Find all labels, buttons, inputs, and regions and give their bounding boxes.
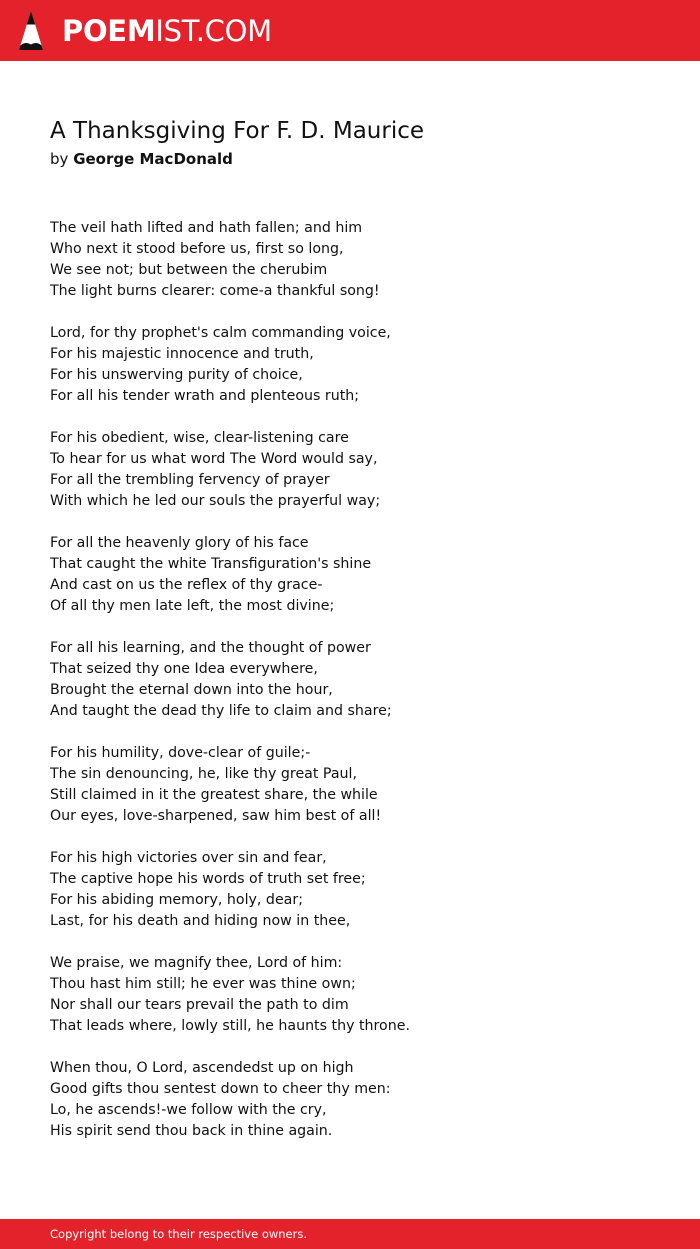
stanza: [50, 638, 670, 722]
pencil-tip-icon[interactable]: [18, 10, 44, 52]
by-label: by: [50, 150, 69, 168]
poem-byline: [50, 148, 233, 170]
site-logo[interactable]: [62, 13, 272, 49]
poem-line: Brought the eternal down into the hour,: [50, 682, 333, 698]
poem-line: Of all thy men late left, the most divine;: [50, 598, 335, 614]
stanza: [50, 848, 670, 932]
poem-line: The sin denouncing, he, like thy great Paul,: [50, 766, 357, 782]
poem-line: And taught the dead thy life to claim and share;: [50, 703, 392, 719]
stanza: [50, 428, 670, 512]
poem-line: For all his tender wrath and plenteous ruth;: [50, 388, 360, 404]
stanza: [50, 953, 670, 1037]
poem-title: A Thanksgiving For F. D. Maurice: [50, 118, 425, 144]
stanza: [50, 743, 670, 827]
poem-line: For all the trembling fervency of prayer: [50, 472, 330, 488]
poem-line: Who next it stood before us, first so long,: [50, 241, 344, 257]
poem-line: We praise, we magnify thee, Lord of him:: [50, 955, 343, 971]
copyright-text: Copyright belong to their respective owners.: [50, 1227, 308, 1241]
poem-line: Still claimed in it the greatest share, the while: [50, 787, 378, 803]
poem-line: Lord, for thy prophet's calm commanding voice,: [50, 325, 391, 341]
poem-line: Lo, he ascends!-we follow with the cry,: [50, 1102, 327, 1118]
poem-line: His spirit send thou back in thine again.: [50, 1123, 333, 1139]
poem-line: Last, for his death and hiding now in thee,: [50, 913, 351, 929]
poem-line: We see not; but between the cherubim: [50, 262, 328, 278]
author-name: George MacDonald: [73, 150, 233, 168]
site-header: [0, 0, 700, 61]
poem-line: That seized thy one Idea everywhere,: [50, 661, 318, 677]
poem-line: The captive hope his words of truth set free;: [50, 871, 366, 887]
poem-line: For his unswerving purity of choice,: [50, 367, 303, 383]
stanza: [50, 323, 670, 407]
poem-line: Thou hast him still; he ever was thine own;: [50, 976, 356, 992]
poem-line: With which he led our souls the prayerful way;: [50, 493, 381, 509]
poem-line: To hear for us what word The Word would say,: [50, 451, 378, 467]
poem-line: The light burns clearer: come-a thankful song!: [50, 283, 380, 299]
poem-line: That leads where, lowly still, he haunts thy throne.: [50, 1018, 410, 1034]
poem-line: For his abiding memory, holy, dear;: [50, 892, 303, 908]
poem-line: Our eyes, love-sharpened, saw him best of all!: [50, 808, 382, 824]
poem-line: For his humility, dove-clear of guile;-: [50, 745, 311, 761]
poem-body: [50, 218, 670, 1163]
poem-line: For his obedient, wise, clear-listening care: [50, 430, 349, 446]
poem-line: The veil hath lifted and hath fallen; and him: [50, 220, 363, 236]
poem-line: Nor shall our tears prevail the path to dim: [50, 997, 349, 1013]
poem-line: For all the heavenly glory of his face: [50, 535, 309, 551]
poem-line: And cast on us the reflex of thy grace-: [50, 577, 323, 593]
stanza: [50, 533, 670, 617]
poem-line: For his high victories over sin and fear,: [50, 850, 327, 866]
stanza: [50, 218, 670, 302]
poem-line: For his majestic innocence and truth,: [50, 346, 314, 362]
logo-text-light: IST.COM: [155, 14, 272, 48]
poem-line: When thou, O Lord, ascendedst up on high: [50, 1060, 354, 1076]
site-footer: [0, 1219, 700, 1249]
poem-line: For all his learning, and the thought of power: [50, 640, 371, 656]
poem-line: That caught the white Transfiguration's shine: [50, 556, 372, 572]
logo-text-bold: POEM: [62, 14, 156, 48]
stanza: [50, 1058, 670, 1142]
poem-line: Good gifts thou sentest down to cheer thy men:: [50, 1081, 391, 1097]
